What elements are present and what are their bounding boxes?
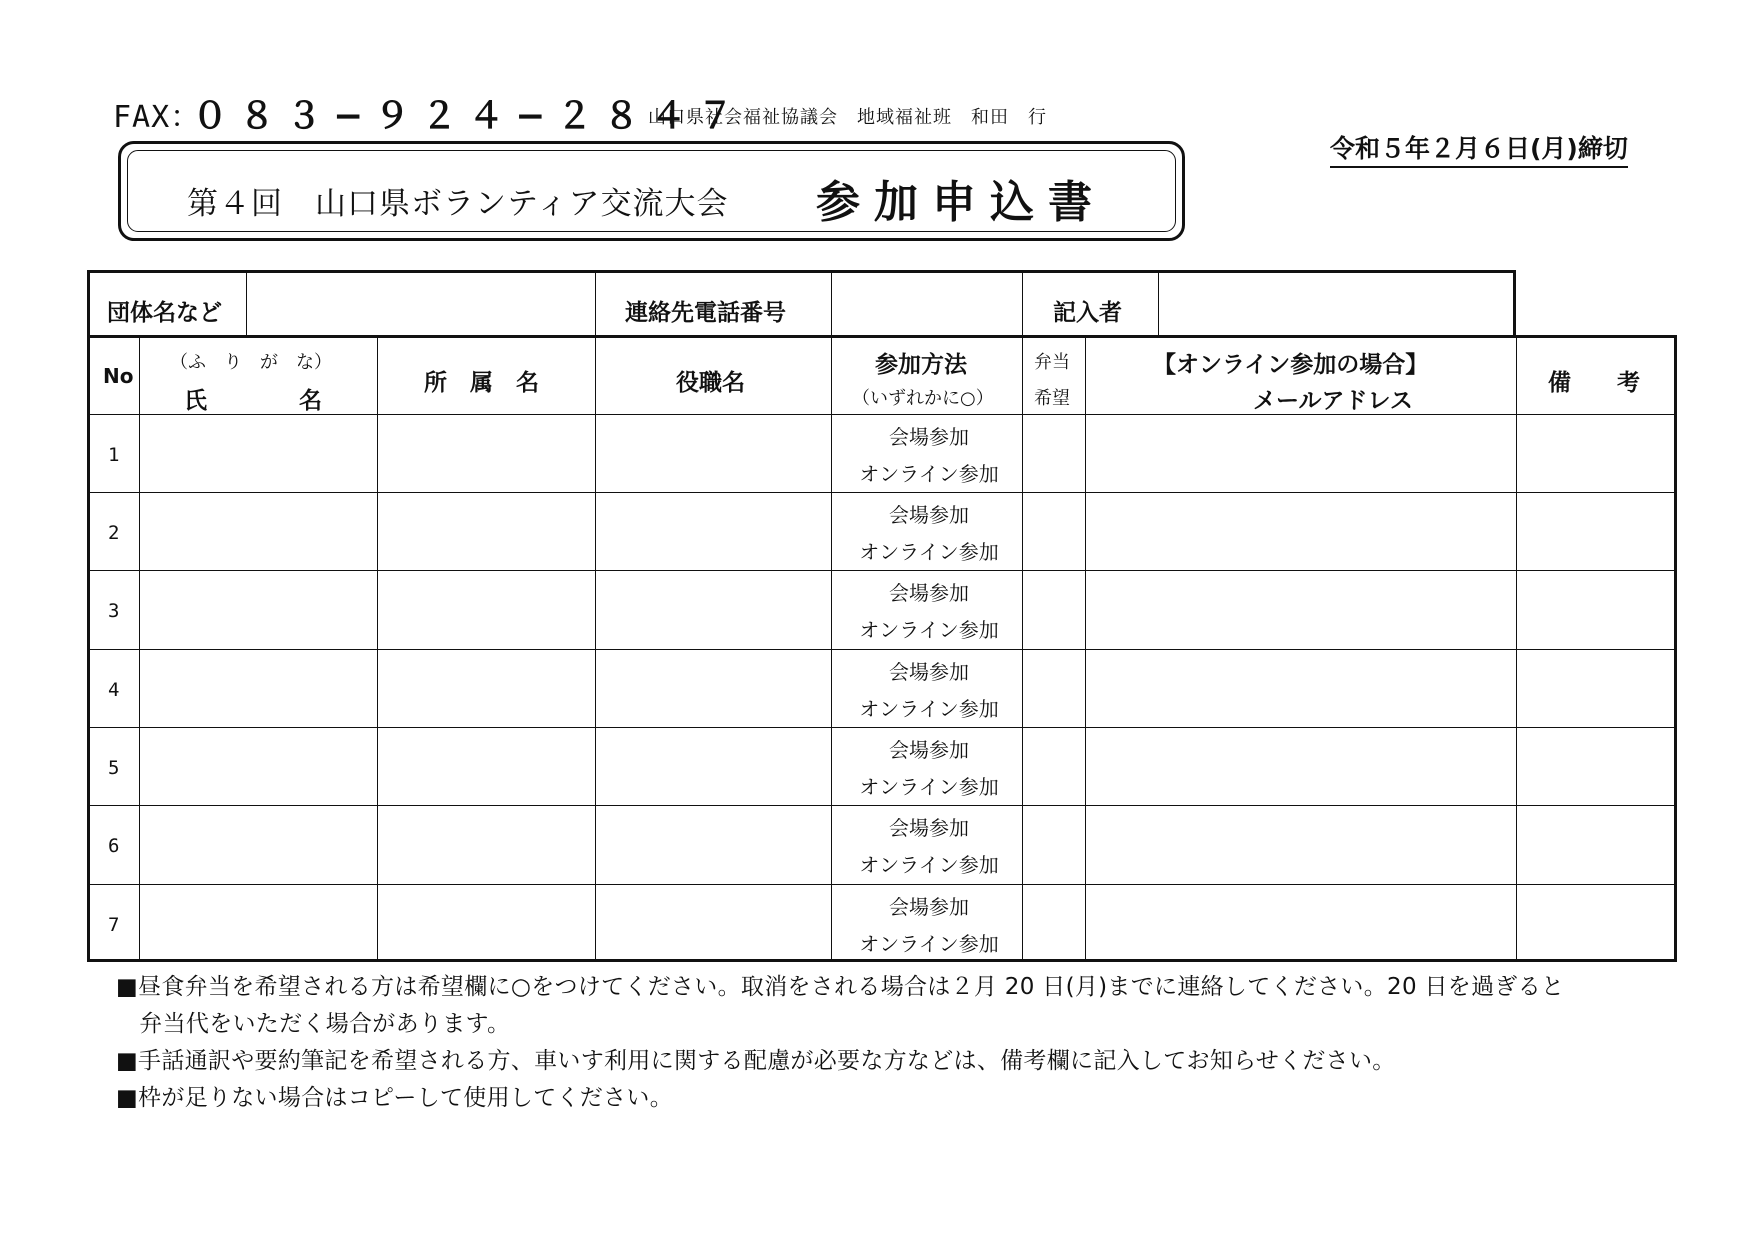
group-name-field[interactable] [248, 273, 594, 336]
header-online-2: メールアドレス [1253, 388, 1413, 414]
option-online[interactable]: オンライン参加 [859, 775, 999, 799]
option-online[interactable]: オンライン参加 [859, 618, 999, 642]
document-title: 参加申込書 [816, 177, 1106, 228]
header-online-1: 【オンライン参加の場合】 [1153, 352, 1429, 378]
row-number: 1 [108, 444, 120, 466]
row-number: 3 [108, 600, 120, 622]
header-no: No [103, 364, 134, 388]
table-row [90, 885, 1674, 962]
info-table [87, 270, 1516, 336]
table-row [90, 415, 1674, 492]
row-number: 2 [108, 522, 120, 544]
header-bento-2: 希望 [1034, 388, 1070, 409]
writer-field[interactable] [1160, 273, 1514, 336]
row-number: 7 [108, 914, 120, 936]
participant-table [87, 335, 1677, 962]
fax-label: FAX： [113, 100, 202, 135]
phone-field[interactable] [833, 273, 1021, 336]
note-bento-cont: 弁当代をいただく場合があります。 [116, 1011, 511, 1037]
option-online[interactable]: オンライン参加 [859, 540, 999, 564]
row-number: 5 [108, 757, 120, 779]
recipient: 山口県社会福祉協議会 地域福祉班 和田 行 [648, 107, 1047, 128]
option-venue[interactable]: 会場参加 [889, 503, 969, 527]
option-venue[interactable]: 会場参加 [889, 660, 969, 684]
phone-label: 連絡先電話番号 [625, 300, 786, 326]
table-row [90, 493, 1674, 570]
option-venue[interactable]: 会場参加 [889, 425, 969, 449]
header-method-note: （いずれかに○） [852, 388, 994, 409]
note-copy: ■枠が足りない場合はコピーして使用してください。 [116, 1085, 674, 1111]
table-row [90, 728, 1674, 805]
option-online[interactable]: オンライン参加 [859, 697, 999, 721]
header-remarks: 備 考 [1548, 370, 1640, 396]
header-method: 参加方法 [875, 352, 967, 378]
note-accessibility: ■手話通訳や要約筆記を希望される方、車いす利用に関する配慮が必要な方などは、備考欄に記入してお知らせください。 [116, 1048, 1396, 1074]
title-box [118, 141, 1185, 241]
event-title: 第４回 山口県ボランティア交流大会 [187, 186, 729, 222]
option-venue[interactable]: 会場参加 [889, 581, 969, 605]
option-venue[interactable]: 会場参加 [889, 738, 969, 762]
header-affiliation: 所 属 名 [424, 370, 539, 396]
note-bento: ■昼食弁当を希望される方は希望欄に○をつけてください。取消をされる場合は２月 20 日(月)までに連絡してください。20 日を過ぎると [116, 974, 1565, 1000]
option-online[interactable]: オンライン参加 [859, 932, 999, 956]
writer-label: 記入者 [1053, 300, 1122, 326]
header-position: 役職名 [676, 370, 745, 396]
header-furigana: （ふ り が な） [170, 352, 332, 373]
row-number: 4 [108, 679, 120, 701]
option-venue[interactable]: 会場参加 [889, 895, 969, 919]
option-online[interactable]: オンライン参加 [859, 462, 999, 486]
option-online[interactable]: オンライン参加 [859, 853, 999, 877]
header-name: 氏 名 [184, 388, 322, 414]
table-row [90, 806, 1674, 883]
table-row [90, 650, 1674, 727]
fax-number: ０８３−９２４−２８４７ [192, 96, 745, 137]
option-venue[interactable]: 会場参加 [889, 816, 969, 840]
header-bento-1: 弁当 [1034, 352, 1070, 373]
row-number: 6 [108, 835, 120, 857]
deadline: 令和５年２月６日(月)締切 [1330, 129, 1628, 168]
table-row [90, 571, 1674, 648]
group-name-label: 団体名など [107, 300, 222, 326]
